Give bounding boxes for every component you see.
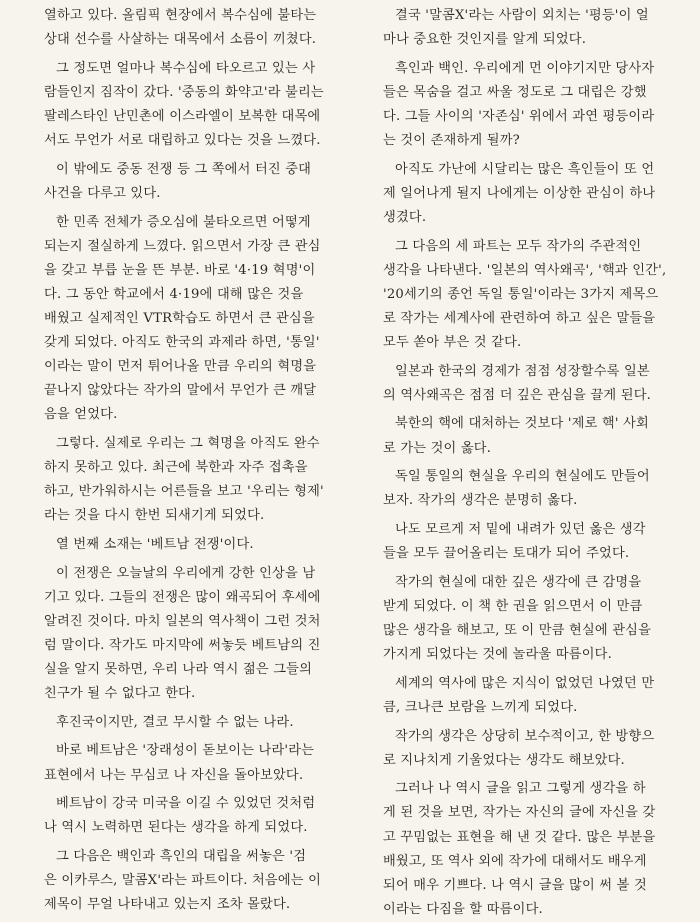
text-line: 람들인지 짐작이 갔다. '중동의 화약고'라 불리는: [44, 84, 324, 100]
text-line: 하고, 반가워하시는 어른들을 보고 '우리는 형제': [44, 484, 324, 500]
text-line: 이 밖에도 중동 전쟁 등 그 쪽에서 터진 중대: [56, 161, 312, 177]
paragraph: [383, 57, 679, 153]
paragraph: [383, 360, 679, 408]
text-line: 아직도 가난에 시달리는 많은 흑인들이 또 언: [395, 161, 655, 177]
text-line: 럼 말이다. 작가도 마지막에 써놓듯 베트남의 진: [44, 637, 321, 653]
paragraph: [44, 845, 341, 917]
text-line: 생겼다.: [383, 209, 427, 225]
text-line: 기고 있다. 그들의 전쟁은 많이 왜곡되어 후세에: [44, 589, 321, 605]
text-line: 열 번째 소재는 '베트남 전쟁'이다.: [56, 536, 254, 552]
text-line: 마나 중요한 것인지를 알게 되었다.: [383, 32, 587, 48]
text-line: 이라는 다짐을 할 따름이다.: [383, 901, 543, 917]
paragraph: [44, 533, 341, 557]
paragraph: [44, 158, 341, 206]
text-line: 라는 것을 다시 한번 되새기게 되었다.: [44, 508, 265, 524]
text-line: 로 작가는 세계사에 관련하여 하고 싶은 말들을: [383, 310, 656, 326]
text-line: 작가의 생각은 상당히 보수적이고, 한 방향으: [395, 728, 655, 744]
text-line: 들을 모두 끌어올리는 토대가 되어 주었다.: [383, 546, 630, 562]
paragraph: [383, 235, 679, 355]
text-line: 제 일어나게 될지 나에게는 이상한 관심이 하나: [383, 185, 656, 201]
text-line: 팔레스타인 난민촌에 이스라엘이 보복한 대목에: [44, 108, 321, 124]
text-line: 서도 무언가 서로 대립하고 있다는 것을 느꼈다.: [44, 133, 321, 149]
paragraph: [383, 4, 679, 52]
paragraph: [44, 432, 341, 528]
text-line: '20세기의 종언 독일 통일'이라는 3가지 제목으: [383, 286, 659, 302]
text-line: 한 민족 전체가 증오심에 불타오르면 어떻게: [56, 214, 311, 230]
text-line: 표현에서 나는 무심코 나 자신을 돌아보았다.: [44, 767, 304, 783]
text-line: 제목이 무얼 나타내고 있는지 조차 몰랐다.: [44, 897, 291, 913]
text-line: 후진국이지만, 결코 무시할 수 없는 나라.: [56, 714, 294, 730]
text-line: 큼, 크나큰 보람을 느끼게 되었다.: [383, 699, 578, 715]
text-line: 을 갖고 부릅 눈을 뜬 부분. 바로 '4·19 혁명'이: [44, 262, 316, 278]
paragraph: [44, 711, 341, 735]
text-line: 가지게 되었다는 것에 놀라울 따름이다.: [383, 647, 612, 663]
text-line: 하지 못하고 있다. 최근에 북한과 자주 접촉을: [44, 460, 308, 476]
text-line: 고 꾸밈없는 표현을 해 낸 것 같다. 많은 부분을: [383, 829, 656, 845]
right-text-column: [383, 4, 679, 922]
text-line: 의 역사왜곡은 점점 더 깊은 관심을 끌게 된다.: [383, 387, 652, 403]
paragraph: [383, 465, 679, 513]
text-line: 게 된 것을 보면, 작가는 자신의 글에 자신을 갖: [383, 805, 656, 821]
text-line: 그 다음은 백인과 흑인의 대립을 써놓은 '검: [56, 849, 307, 865]
text-line: 그러나 나 역시 글을 읽고 그렇게 생각을 하: [395, 781, 646, 797]
paragraph: [44, 562, 341, 707]
text-line: 사건을 다루고 있다.: [44, 185, 161, 201]
paragraph: [383, 672, 679, 720]
text-line: 열하고 있다. 올림픽 현장에서 복수심에 불타는: [44, 8, 317, 23]
paragraph: [383, 571, 679, 667]
paragraph: [44, 211, 341, 428]
text-line: 보자. 작가의 생각은 분명히 옳다.: [383, 493, 578, 509]
text-line: 그 다음의 세 파트는 모두 작가의 주관적인: [395, 238, 642, 254]
text-line: 친구가 될 수 없다고 한다.: [44, 686, 196, 702]
text-line: 되는지 절실하게 느꼈다. 읽으면서 가장 큰 관심: [44, 238, 321, 254]
text-line: 모두 쏟아 부은 것 같다.: [383, 335, 522, 350]
text-line: 독일 통일의 현실을 우리의 현실에도 만들어: [395, 469, 650, 485]
text-line: 끝나지 않았다는 작가의 말에서 무언가 큰 깨달: [44, 383, 317, 399]
text-line: 나도 모르게 저 밑에 내려가 있던 옳은 생각: [395, 522, 646, 538]
paragraph: [383, 725, 679, 773]
text-line: 작가의 현실에 대한 깊은 생각에 큰 감명을: [395, 574, 642, 590]
text-line: 실을 알지 못하면, 우리 나라 역시 젊은 그들의: [44, 662, 313, 677]
text-line: 바로 베트남은 '장래성이 돋보이는 나라'라는: [56, 743, 315, 759]
text-line: 음을 얻었다.: [44, 407, 118, 423]
text-line: 생각을 나타낸다. '일본의 역사왜곡', '핵과 인간',: [383, 262, 667, 278]
text-line: 세계의 역사에 많은 지식이 없었던 나였던 만: [395, 675, 655, 691]
text-line: 결국 '말콤X'라는 사람이 외치는 '평등'이 얼: [395, 8, 649, 23]
text-line: 은 이카루스, 말콤X'라는 파트이다. 처음에는 이: [44, 873, 322, 889]
text-line: 흑인과 백인. 우리에게 먼 이야기지만 당사자: [395, 60, 655, 76]
paragraph: [383, 518, 679, 566]
text-line: 그렇다. 실제로 우리는 그 혁명을 아직도 완수: [56, 435, 320, 451]
text-line: 배웠고, 또 역사 외에 작가에 대해서도 배우게: [383, 853, 647, 869]
text-line: 받게 되었다. 이 책 한 권을 읽으면서 이 만큼: [383, 598, 643, 614]
text-line: 다. 그들 사이의 '자존심' 위에서 과연 평등이라: [383, 108, 655, 124]
text-line: 베트남이 강국 미국을 이길 수 있었던 것처럼: [56, 796, 316, 812]
paragraph: [383, 777, 679, 922]
text-line: 많은 생각을 해보고, 또 이 만큼 현실에 관심을: [383, 623, 652, 638]
text-line: 들은 목숨을 걸고 싸울 정도로 그 대립은 강했: [383, 84, 647, 100]
paragraph: [44, 4, 341, 52]
text-line: 는 것이 존재하게 될까?: [383, 133, 520, 149]
text-line: 이 전쟁은 오늘날의 우리에게 강한 인상을 남: [56, 565, 316, 581]
text-line: 배웠고 실제적인 VTR학습도 하면서 큰 관심을: [44, 310, 315, 326]
paragraph: [383, 158, 679, 230]
text-line: 일본과 한국의 경제가 점점 성장할수록 일본: [395, 363, 650, 379]
paragraph: [383, 412, 679, 460]
paragraph: [44, 739, 341, 787]
text-line: 알려진 것이다. 마치 일본의 역사책이 그런 것처: [44, 613, 321, 629]
text-line: 상대 선수를 사살하는 대목에서 소름이 끼쳤다.: [44, 32, 317, 48]
text-line: 북한의 핵에 대처하는 것보다 '제로 핵' 사회: [395, 416, 649, 432]
text-line: 로 지나치게 기울었다는 생각도 해보았다.: [383, 752, 625, 768]
text-line: 그 정도면 얼마나 복수심에 타오르고 있는 사: [56, 60, 316, 76]
paragraph: [44, 57, 341, 153]
text-line: 나 역시 노력하면 된다는 생각을 하게 되었다.: [44, 820, 308, 836]
text-line: 로 가는 것이 옳다.: [383, 440, 492, 456]
text-line: 다. 그 동안 학교에서 4·19에 대해 많은 것을: [44, 286, 304, 302]
text-line: 되어 매우 기쁘다. 나 역시 글을 많이 써 볼 것: [383, 877, 647, 893]
paragraph: [44, 792, 341, 840]
text-line: 갖게 되었다. 아직도 한국의 과제라 하면, '통일': [44, 335, 320, 350]
text-line: 이라는 말이 먼저 튀어나올 만큼 우리의 혁명을: [44, 359, 317, 375]
left-text-column: [44, 4, 341, 917]
